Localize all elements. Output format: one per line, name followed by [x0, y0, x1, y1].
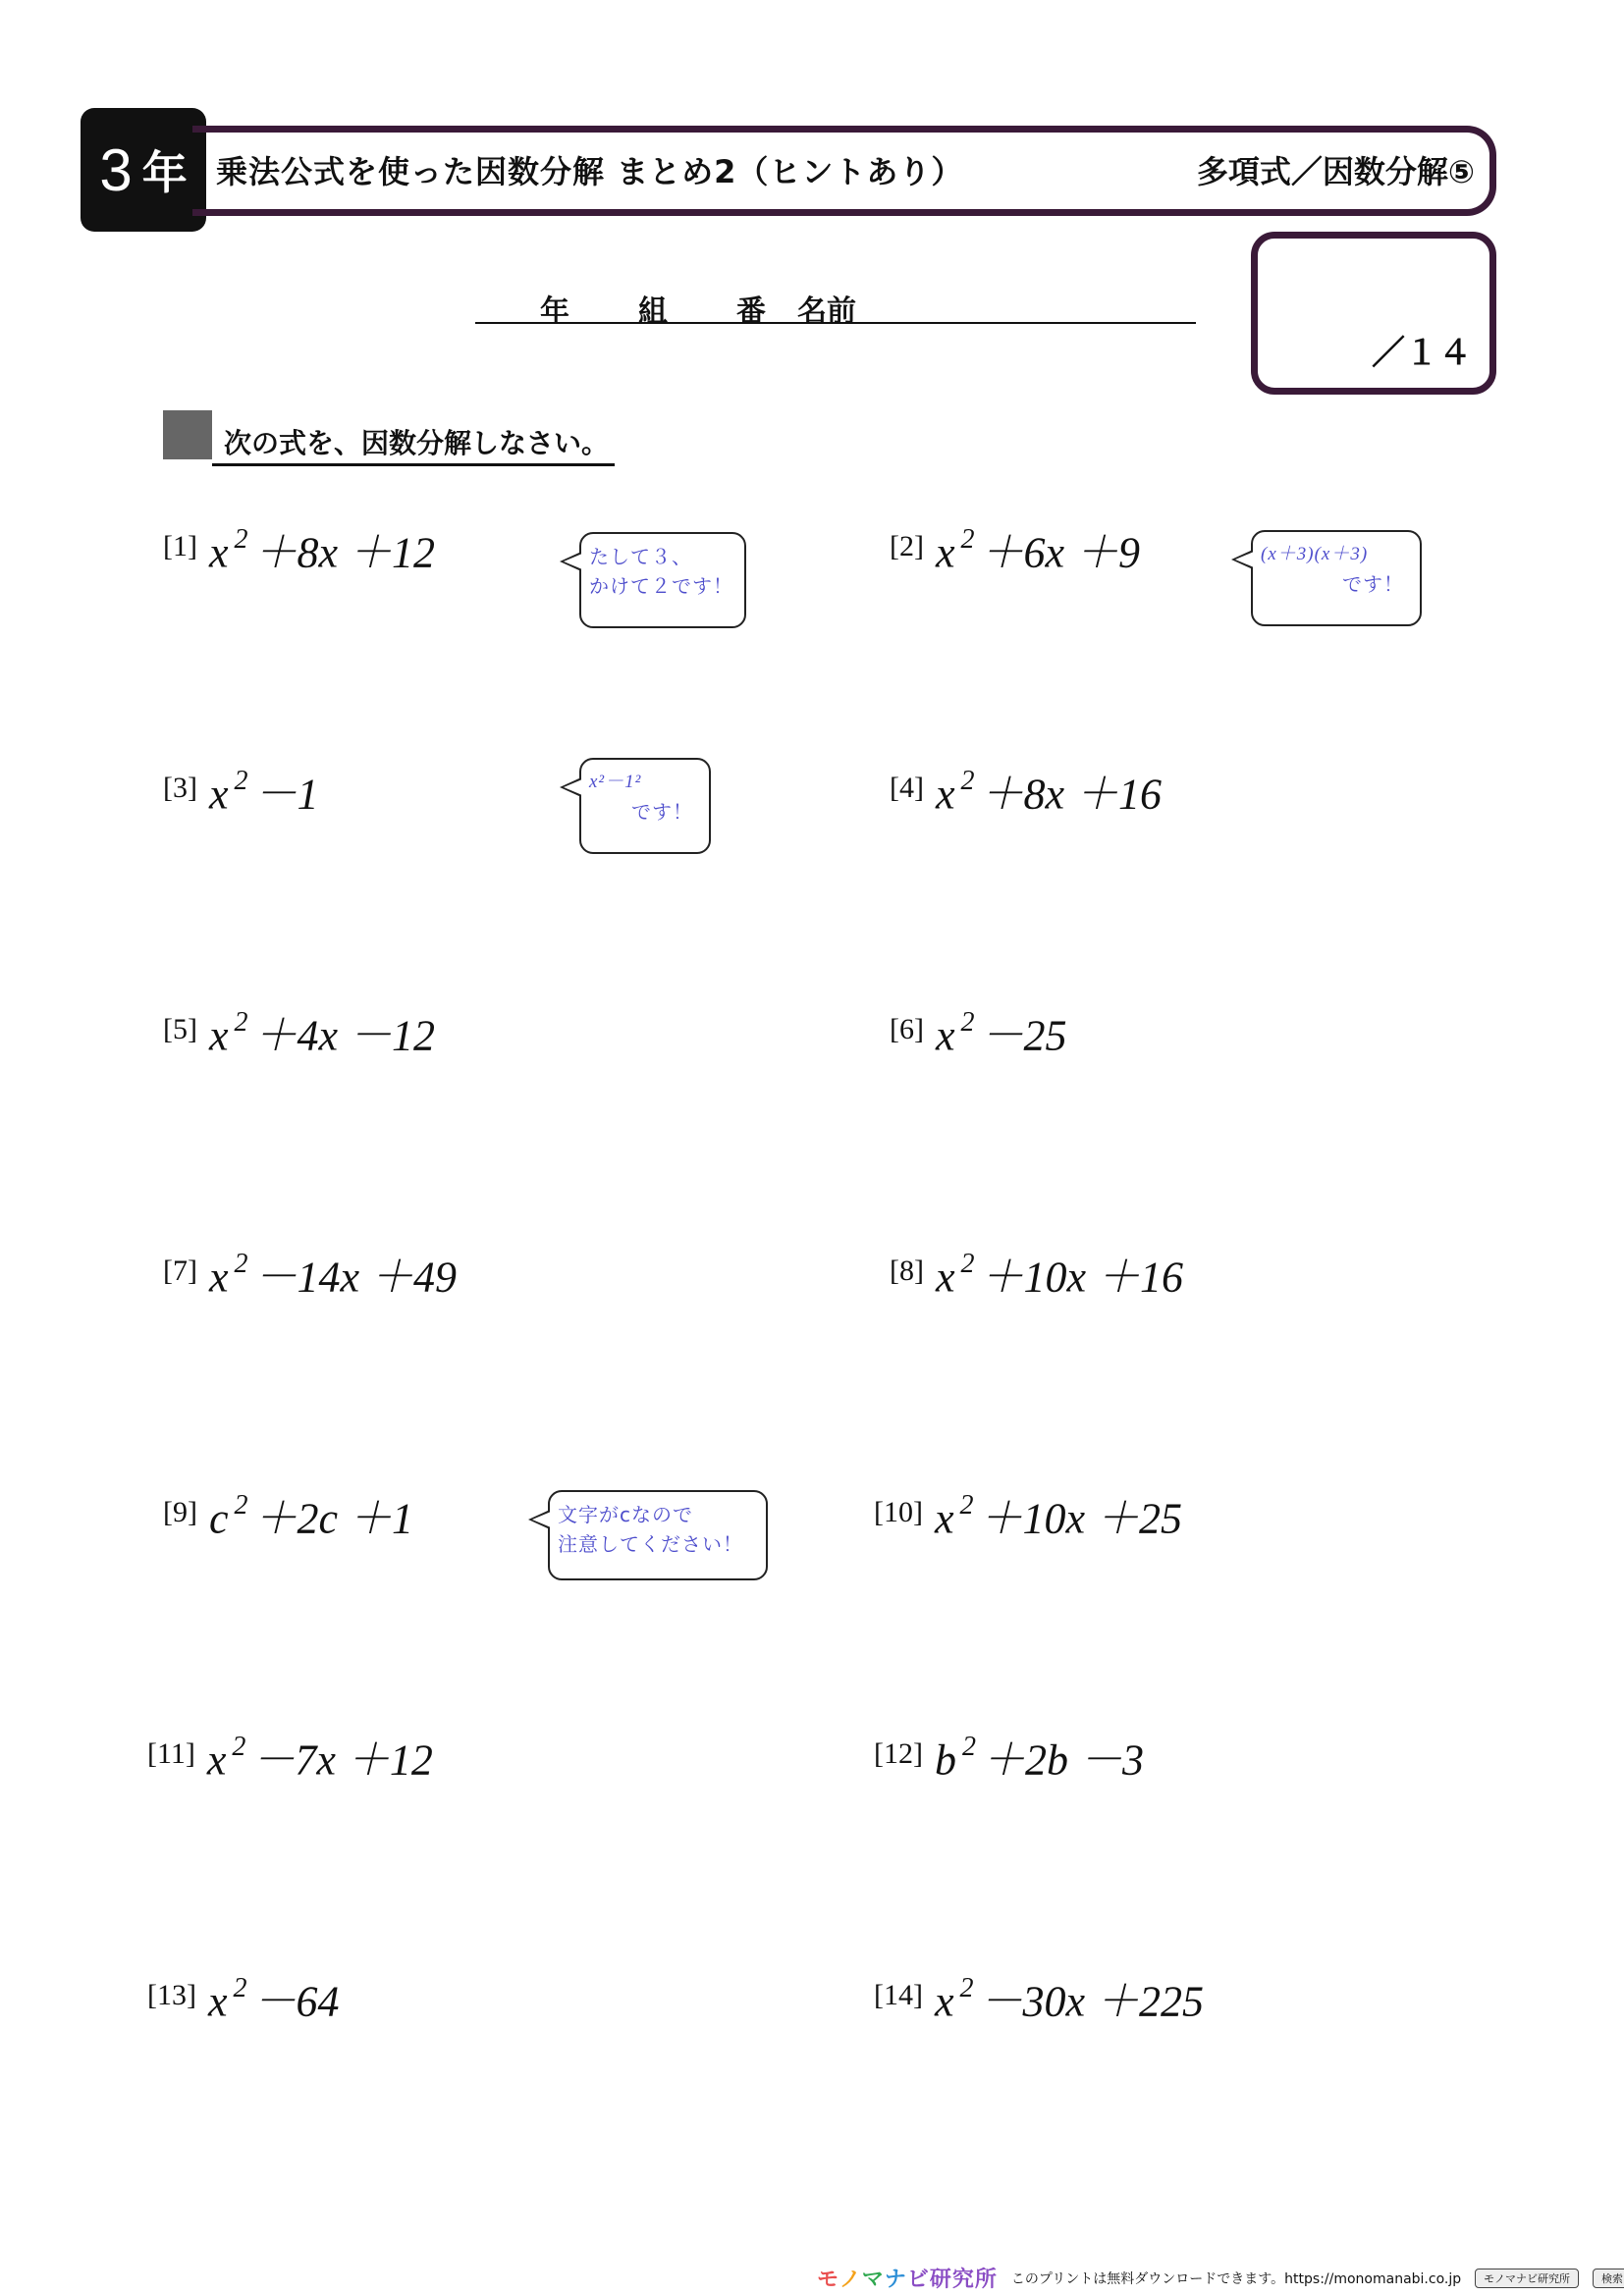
problem-10 — [874, 1490, 1183, 1543]
problem-number: [5] — [163, 1012, 197, 1045]
problem-number: [13] — [147, 1978, 196, 2011]
problem-number: [12] — [874, 1736, 923, 1770]
hint-bubble-2: (x＋3)(x＋3) です！ — [1251, 530, 1422, 626]
problem-expression: x $^2$ ＋8x ＋16 — [935, 766, 1163, 819]
problem-3 — [163, 766, 319, 819]
problem-4 — [890, 766, 1163, 819]
problem-number: [1] — [163, 529, 197, 562]
problem-expression: x $^2$ －30x ＋225 — [934, 1973, 1205, 2026]
problem-expression: x $^2$ ＋10x ＋16 — [935, 1249, 1184, 1302]
site-logo[interactable]: モノマナビ研究所 — [817, 2268, 998, 2292]
score-box — [1251, 232, 1496, 395]
problem-number: [9] — [163, 1495, 197, 1528]
hint-bubble-3: x²－1² です！ — [579, 758, 711, 854]
problem-12 — [874, 1732, 1144, 1785]
problem-5 — [163, 1007, 436, 1060]
year-label: 年 — [540, 294, 569, 329]
grade-unit: 年 — [141, 146, 188, 199]
problem-number: [2] — [890, 529, 924, 562]
problem-number: [11] — [147, 1736, 195, 1770]
problem-14 — [874, 1973, 1205, 2026]
hint-bubble-1: たして３、 かけて２です！ — [579, 532, 746, 628]
footer-text: このプリントは無料ダウンロードできます。https://monomanabi.co.jp — [1010, 2270, 1462, 2287]
problem-expression: x $^2$ －25 — [935, 1007, 1067, 1060]
footer — [817, 2263, 1624, 2293]
problem-expression: x $^2$ ＋10x ＋25 — [934, 1490, 1183, 1543]
problem-8 — [890, 1249, 1184, 1302]
problem-7 — [163, 1249, 458, 1302]
grade-number: 3 — [99, 136, 133, 203]
problem-2 — [890, 524, 1141, 577]
class-label: 組 — [638, 294, 668, 329]
score-total: ／１４ — [1372, 334, 1472, 373]
grade-badge — [81, 108, 206, 232]
instruction-square-icon — [163, 410, 212, 459]
problem-expression: x $^2$ ＋6x ＋9 — [935, 524, 1141, 577]
unit-label: 多項式／因数分解⑤ — [1196, 153, 1475, 190]
problem-9 — [163, 1490, 414, 1543]
problem-expression: c $^2$ ＋2c ＋1 — [208, 1490, 414, 1543]
worksheet-title: 乗法公式を使った因数分解 まとめ2（ヒントあり） — [216, 153, 964, 190]
problem-expression: b $^2$ ＋2b －3 — [934, 1732, 1144, 1785]
problem-11 — [147, 1732, 433, 1785]
problem-expression: x $^2$ －14x ＋49 — [208, 1249, 458, 1302]
problem-number: [6] — [890, 1012, 924, 1045]
problem-number: [8] — [890, 1254, 924, 1287]
problem-expression: x $^2$ ＋4x －12 — [208, 1007, 436, 1060]
problem-13 — [147, 1973, 340, 2026]
name-line — [475, 287, 1196, 329]
problem-expression: x $^2$ －7x ＋12 — [206, 1732, 433, 1785]
problem-expression: x $^2$ －64 — [207, 1973, 340, 2026]
problem-number: [7] — [163, 1254, 197, 1287]
problem-number: [14] — [874, 1978, 923, 2011]
hint-bubble-9: 文字がcなので 注意してください！ — [548, 1490, 768, 1580]
footer-search-button[interactable]: 検索 — [1593, 2269, 1624, 2288]
problem-expression: x $^2$ －1 — [208, 766, 319, 819]
problem-1 — [163, 524, 436, 577]
number-label: 番 — [736, 294, 766, 329]
problem-number: [3] — [163, 771, 197, 804]
instruction-text: 次の式を、因数分解しなさい。 — [212, 422, 615, 466]
problem-number: [10] — [874, 1495, 923, 1528]
name-label: 名前 — [797, 294, 856, 329]
problem-6 — [890, 1007, 1067, 1060]
problem-expression: x $^2$ ＋8x ＋12 — [208, 524, 436, 577]
problem-number: [4] — [890, 771, 924, 804]
footer-search-field[interactable]: モノマナビ研究所 — [1475, 2269, 1579, 2288]
